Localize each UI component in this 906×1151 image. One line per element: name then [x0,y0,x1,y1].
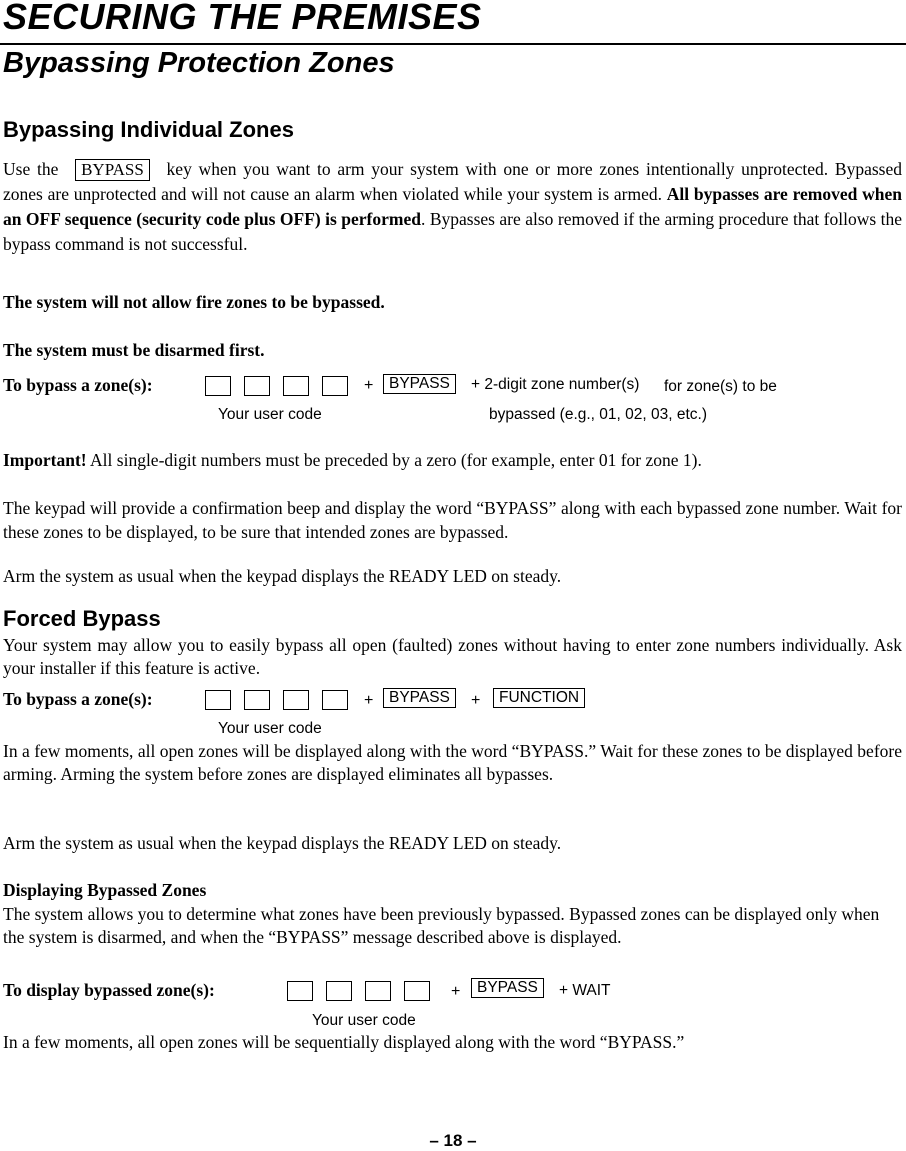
seq1-tail-2: for zone(s) to be [664,378,777,395]
individual-paragraph [3,157,902,257]
important-text: All single-digit numbers must be preceded by a zero (for example, enter 01 for zone 1). [90,450,702,470]
p1-after: key when you want to arm your system with one or more zones intentionally unprotected. Bypassed zones are unprotected and will not cause an alarm when violated while your system is armed. [3,159,902,204]
code-digit-box [205,690,231,710]
seq1-plus: + [364,377,374,394]
displaying-intro: The system allows you to determine what zones have been previously bypassed. Bypassed zones can be displayed only when the system is disarmed, and when the “BYPASS” message described above is displayed. [3,904,880,947]
fire-zone-note: The system will not allow fire zones to be bypassed. [3,292,385,312]
page-number: – 18 – [429,1131,477,1150]
seq1-tail: + 2-digit zone number(s) [471,376,640,393]
code-digit-box [365,981,391,1001]
code-digit-box [326,981,352,1001]
section-heading-forced: Forced Bypass [3,606,161,631]
seq1-label: To bypass a zone(s): [3,375,153,395]
code-digit-box [283,376,309,396]
seq3-label: To display bypassed zone(s): [3,980,215,1000]
code-digit-box [322,376,348,396]
code-digit-box [322,690,348,710]
function-key: FUNCTION [493,688,585,708]
user-code-caption: Your user code [312,1012,416,1029]
confirm-paragraph: The keypad will provide a confirmation beep and display the word “BYPASS” along with each bypassed zone number. Wait for these zones to be displayed, to be sure that intended zones are bypassed. [3,498,902,542]
seq2-plus-1: + [364,692,374,709]
seq2-label: To bypass a zone(s): [3,689,153,709]
disarm-note: The system must be disarmed first. [3,340,265,360]
code-digit-box [283,690,309,710]
user-code-caption: Your user code [218,720,322,737]
forced-intro: Your system may allow you to easily bypass all open (faulted) zones without having to enter zone numbers individually. Ask your installer if this feature is active. [3,635,902,678]
bypass-key-seq2: BYPASS [383,688,456,708]
code-digit-box [404,981,430,1001]
p1-bold: All bypasses are removed when an OFF sequence (security code plus OFF) is performed [3,184,903,229]
p1-end: . Bypasses are also removed if the arming procedure that follows the bypass command is not successful. [3,209,902,254]
user-code-caption: Your user code [218,406,322,423]
bypass-key-seq3: BYPASS [471,978,544,998]
bypass-key-seq1: BYPASS [383,374,456,394]
displaying-final-text: In a few moments, all open zones will be sequentially displayed along with the word “BYPASS.” [3,1032,685,1052]
code-digit-box [244,376,270,396]
title-divider [0,43,906,45]
seq3-plus: + [451,983,461,1000]
section-heading-displaying: Displaying Bypassed Zones [3,880,207,900]
page-title: SECURING THE PREMISES [3,0,482,37]
important-note [3,450,702,471]
code-digit-box [287,981,313,1001]
seq2-plus-2: + [471,692,481,709]
arm-note-1: Arm the system as usual when the keypad displays the READY LED on steady. [3,566,562,586]
code-digit-box [244,690,270,710]
page-subtitle: Bypassing Protection Zones [3,47,395,79]
arm-note-2: Arm the system as usual when the keypad displays the READY LED on steady. [3,833,562,853]
seq1-tail-3: bypassed (e.g., 01, 02, 03, etc.) [489,406,707,423]
forced-moments-paragraph: In a few moments, all open zones will be displayed along with the word “BYPASS.” Wait for these zones to be displayed before arming. Arming the system before zones are displayed eliminates all bypasses. [3,741,902,784]
important-label: Important! [3,450,87,470]
section-heading-individual: Bypassing Individual Zones [3,117,294,142]
seq3-tail: + WAIT [559,982,611,999]
bypass-key-inline: BYPASS [75,159,150,181]
p1-before: Use the [3,159,59,179]
code-digit-box [205,376,231,396]
